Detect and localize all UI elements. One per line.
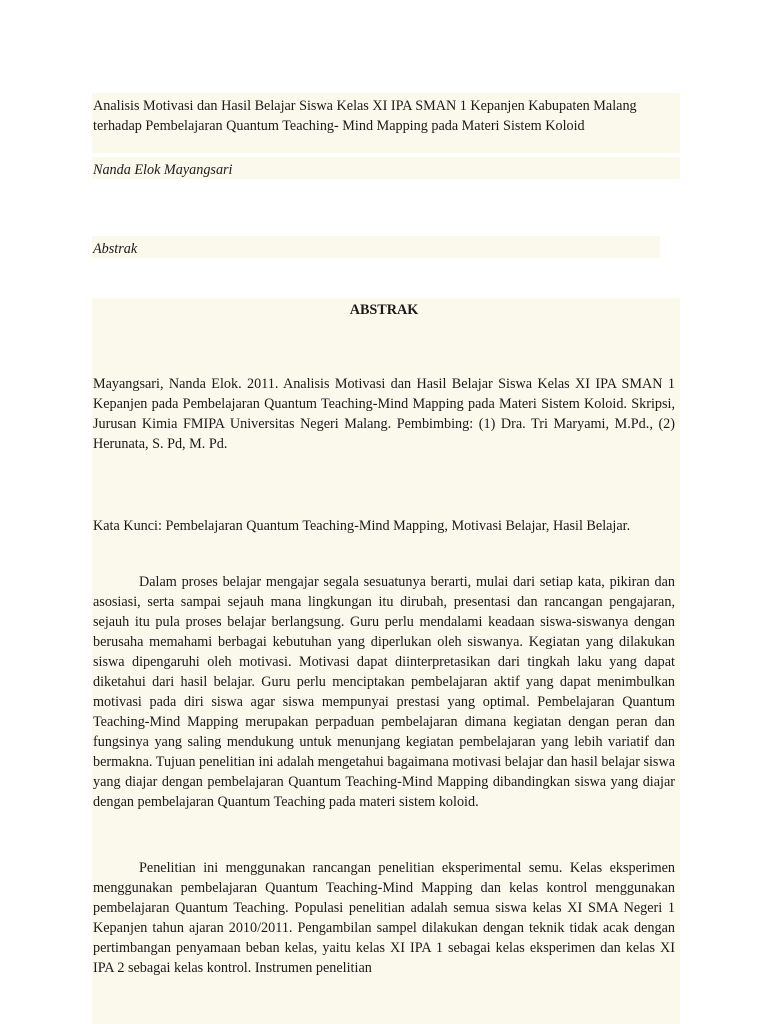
body-paragraph: Dalam proses belajar mengajar segala sesuatunya berarti, mulai dari setiap kata, pikiran dan asosiasi, serta sampai sejauh mana lingkungan itu dirubah, presentasi dan rancangan pengajaran, sejauh itu pula proses belajar berlangsung. Guru perlu mendalami keadaan siswa-siswanya dengan berusaha memahami berbagai kebutuhan yang diperlukan oleh siswanya. Kegiatan yang dilakukan siswa dipengaruhi oleh motivasi. Motivasi dapat diinterpretasikan dari tingkah laku yang dapat diketahui dari hasil belajar. Guru perlu menciptakan pembelajaran aktif yang dapat menimbulkan motivasi pada diri siswa agar siswa mempunyai prestasi yang optimal. Pembelajaran Quantum Teaching-Mind Mapping merupakan perpaduan pembelajaran dimana kegiatan dengan peran dan fungsinya yang saling mendukung untuk menunjang kegiatan pembelajaran yang lebih variatif dan bermakna. Tujuan penelitian ini adalah mengetahui bagaimana motivasi belajar dan hasil belajar siswa yang diajar dengan pembelajaran Quantum Teaching-Mind Mapping dibandingkan siswa yang diajar dengan pembelajaran Quantum Teaching pada materi sistem koloid. <box>93 574 675 810</box>
body-paragraph: Penelitian ini menggunakan rancangan penelitian eksperimental semu. Kelas eksperimen menggunakan pembelajaran Quantum Teaching-Mind Mapping dan kelas kontrol menggunakan pembelajaran Quantum Teaching. Populasi penelitian adalah semua siswa kelas XI SMA Negeri 1 Kepanjen tahun ajaran 2010/2011. Pengambilan sampel dilakukan dengan teknik tidak acak dengan pertimbangan penyamaan beban kelas, yaitu kelas XI IPA 1 sebagai kelas eksperimen dan kelas XI IPA 2 sebagai kelas kontrol. Instrumen penelitian <box>93 860 675 976</box>
document-title: Analisis Motivasi dan Hasil Belajar Siswa Kelas XI IPA SMAN 1 Kepanjen Kabupaten Malang terhadap Pembelajaran Quantum Teaching- Mind Mapping pada Materi Sistem Koloid <box>93 98 637 134</box>
abstract-heading: ABSTRAK <box>349 302 419 318</box>
abstract-label: Abstrak <box>93 241 138 257</box>
author-name: Nanda Elok Mayangsari <box>93 162 233 178</box>
keywords-paragraph: Kata Kunci: Pembelajaran Quantum Teaching-Mind Mapping, Motivasi Belajar, Hasil Belajar. <box>93 518 631 534</box>
citation-paragraph: Mayangsari, Nanda Elok. 2011. Analisis Motivasi dan Hasil Belajar Siswa Kelas XI IPA SMAN 1 Kepanjen pada Pembelajaran Quantum Teaching-Mind Mapping pada Materi Sistem Koloid. Skripsi, Jurusan Kimia FMIPA Universitas Negeri Malang. Pembimbing: (1) Dra. Tri Maryami, M.Pd., (2) Herunata, S. Pd, M. Pd. <box>93 376 675 452</box>
